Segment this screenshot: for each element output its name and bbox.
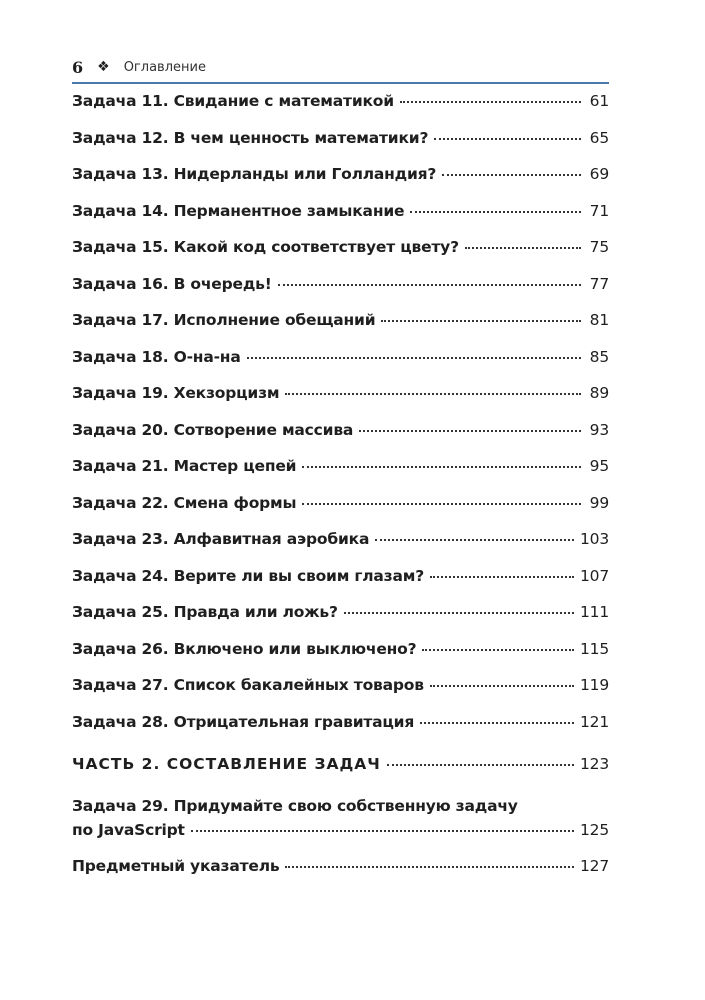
dot-leader: [359, 430, 581, 432]
toc-page-number: 89: [589, 384, 609, 402]
toc-page-number: 69: [589, 165, 609, 183]
toc-page-number: 75: [589, 238, 609, 256]
toc-entry[interactable]: [72, 421, 609, 458]
table-of-contents: [72, 92, 609, 894]
toc-entry-title: Задача 15. Какой код соответствует цвету?: [72, 238, 459, 256]
toc-entries: [72, 92, 609, 749]
dot-leader: [302, 466, 581, 468]
toc-page-number: 85: [589, 347, 609, 366]
toc-entry-title: Задача 27. Список бакалейных товаров: [72, 676, 424, 694]
toc-entry-title: Задача 28. Отрицательная гравитация: [72, 712, 415, 731]
toc-entry-title-line2: по JavaScript: [72, 821, 185, 839]
toc-entry[interactable]: [72, 165, 609, 202]
toc-page-number: 77: [589, 274, 609, 293]
page-number: 6: [72, 57, 84, 77]
dot-leader: [285, 393, 581, 395]
toc-page-number: 61: [589, 92, 609, 110]
toc-entry-title: Задача 11. Свидание с математикой: [72, 92, 394, 110]
toc-entry[interactable]: [72, 713, 609, 750]
toc-page-number: 95: [589, 457, 609, 475]
toc-entry-title-line1: Задача 29. Придумайте свою собственную задачу: [72, 797, 518, 815]
toc-entry-title: Задача 23. Алфавитная аэробика: [72, 530, 370, 548]
dot-leader: [302, 503, 581, 505]
toc-entry-title: Задача 24. Верите ли вы своим глазам?: [72, 566, 425, 585]
toc-entry[interactable]: [72, 92, 609, 129]
dot-leader: [422, 649, 574, 651]
toc-page-number: 115: [580, 639, 609, 658]
toc-entry-title-line2-row: [72, 821, 609, 857]
toc-entry-title: Задача 20. Сотворение массива: [72, 420, 354, 439]
toc-entry-title: Задача 17. Исполнение обещаний: [72, 311, 376, 329]
dot-leader: [387, 764, 574, 766]
toc-page-number: 93: [589, 420, 609, 439]
toc-entry[interactable]: [72, 275, 609, 312]
toc-part-heading[interactable]: [72, 755, 609, 795]
toc-page-number: 99: [589, 493, 609, 512]
toc-entry-title: Задача 22. Смена формы: [72, 493, 297, 512]
toc-entry[interactable]: [72, 676, 609, 713]
toc-entry-title: Задача 16. В очередь!: [72, 274, 272, 293]
toc-page-number: 123: [580, 755, 609, 773]
toc-entry[interactable]: [72, 311, 609, 348]
toc-entry-title: Задача 18. О-на-на: [72, 347, 241, 366]
toc-page-number: 127: [580, 857, 609, 875]
dot-leader: [430, 685, 574, 687]
dot-leader: [430, 576, 574, 578]
toc-entry[interactable]: [72, 202, 609, 239]
toc-entry[interactable]: [72, 640, 609, 677]
toc-page-number: 121: [580, 712, 609, 731]
toc-entry[interactable]: [72, 238, 609, 275]
toc-entry[interactable]: [72, 129, 609, 166]
dot-leader: [420, 722, 574, 724]
toc-entry[interactable]: [72, 494, 609, 531]
dot-leader: [285, 866, 574, 868]
toc-entry[interactable]: [72, 384, 609, 421]
toc-index-title: Предметный указатель: [72, 857, 280, 875]
dot-leader: [191, 830, 574, 832]
toc-entry[interactable]: [72, 348, 609, 385]
toc-entry[interactable]: [72, 457, 609, 494]
toc-page-number: 107: [580, 566, 609, 585]
toc-page-number: 71: [589, 201, 609, 220]
toc-page-number: 65: [589, 128, 609, 147]
toc-entry-title: Задача 12. В чем ценность математики?: [72, 128, 429, 147]
dot-leader: [247, 357, 581, 359]
separator-icon: ❖: [97, 59, 110, 75]
dot-leader: [410, 211, 581, 213]
dot-leader: [381, 320, 581, 322]
toc-entry-title: Задача 19. Хекзорцизм: [72, 384, 280, 402]
toc-page-number: 119: [580, 676, 609, 694]
section-title: Оглавление: [123, 59, 206, 75]
dot-leader: [344, 612, 574, 614]
toc-entry-title: Задача 13. Нидерланды или Голландия?: [72, 165, 437, 183]
toc-page-number: 125: [580, 821, 609, 839]
toc-page-number: 81: [589, 311, 609, 329]
toc-entry[interactable]: [72, 530, 609, 567]
dot-leader: [434, 138, 581, 140]
toc-page-number: 103: [580, 530, 609, 548]
dot-leader: [375, 539, 574, 541]
dot-leader: [442, 174, 581, 176]
toc-entry[interactable]: [72, 567, 609, 604]
toc-entry-title: Задача 21. Мастер цепей: [72, 457, 297, 475]
toc-entry-title: Задача 26. Включено или выключено?: [72, 639, 417, 658]
page-header: [72, 56, 609, 84]
toc-entry[interactable]: [72, 603, 609, 640]
dot-leader: [400, 101, 581, 103]
toc-part-title: ЧАСТЬ 2. СОСТАВЛЕНИЕ ЗАДАЧ: [72, 755, 381, 773]
toc-page-number: 111: [580, 603, 609, 621]
dot-leader: [278, 284, 581, 286]
toc-entry-title: Задача 14. Перманентное замыкание: [72, 201, 405, 220]
toc-entry-index[interactable]: [72, 857, 609, 894]
toc-entry-task29[interactable]: [72, 797, 609, 857]
toc-entry-title: Задача 25. Правда или ложь?: [72, 603, 338, 621]
dot-leader: [465, 247, 581, 249]
